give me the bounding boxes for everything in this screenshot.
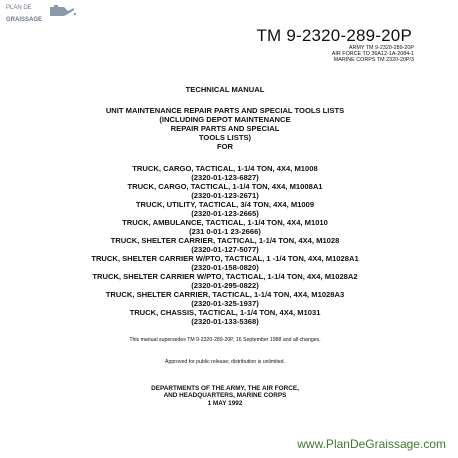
distribution-note: Approved for public release; distribution is unlimited. — [165, 359, 285, 365]
vehicle-nsn: (2320-01-158-0820) — [191, 263, 259, 272]
vehicle-nsn: (231 0-01-1 23-2666) — [189, 227, 261, 236]
site-logo — [2, 1, 78, 25]
vehicle-nsn: (2320-01-295-0822) — [191, 281, 259, 290]
title-line-5: FOR — [216, 142, 234, 151]
footer-date: 1 MAY 1992 — [207, 400, 243, 407]
watermark-link[interactable]: www.PlanDeGraissage.com — [297, 437, 446, 451]
tm-sub-marine: MARINE CORPS TM 2320-20P/3 — [333, 57, 414, 63]
footer-line-1: DEPARTMENTS OF THE ARMY, THE AIR FORCE, — [151, 385, 299, 392]
title-line-2: (INCLUDING DEPOT MAINTENANCE — [159, 115, 291, 124]
supersedes-note: This manual supersedes TM 9-2320-289-20P, 16 September 1988 and all changes. — [129, 337, 321, 343]
vehicle-nsn: (2320-01-133-5368) — [191, 317, 259, 326]
vehicle-name: TRUCK, CARGO, TACTICAL, 1-1/4 TON, 4X4, M1008A1 — [127, 182, 323, 191]
logo-top-text: PLAN DE — [6, 5, 32, 11]
vehicle-nsn: (2320-01-123-6827) — [191, 173, 259, 182]
vehicle-name: TRUCK, SHELTER CARRIER, TACTICAL, 1-1/4 TON, 4X4, M1028 — [110, 236, 340, 245]
vehicle-nsn: (2320-01-325-1937) — [191, 299, 259, 308]
title-line-4: TOOLS LISTS) — [198, 133, 252, 142]
footer-line-2: AND HEADQUARTERS, MARINE CORPS — [163, 392, 287, 399]
oil-can-logo-icon — [2, 1, 78, 25]
vehicle-nsn: (2320-01-123-2665) — [191, 209, 259, 218]
vehicle-name: TRUCK, AMBULANCE, TACTICAL, 1-1/4 TON, 4X4, M1010 — [122, 218, 328, 227]
title-line-3: REPAIR PARTS AND SPECIAL — [170, 124, 280, 133]
logo-bottom-text: GRAISSAGE — [6, 17, 43, 23]
title-line-1: UNIT MAINTENANCE REPAIR PARTS AND SPECIAL TOOLS LISTS — [105, 106, 345, 115]
vehicle-name: TRUCK, CHASSIS, TACTICAL, 1-1/4 TON, 4X4, M1031 — [129, 308, 321, 317]
tm-sub-army: ARMY TM 9-2320-289-20P — [348, 45, 414, 51]
vehicle-name: TRUCK, CARGO, TACTICAL, 1-1/4 TON, 4X4, M1008 — [132, 164, 318, 173]
tm-number: TM 9-2320-289-20P — [256, 26, 412, 45]
vehicle-name: TRUCK, SHELTER CARRIER W/PTO, TACTICAL, 1 -1/4 TON, 4X4, M1028A1 — [91, 254, 359, 263]
vehicle-name: TRUCK, SHELTER CARRIER W/PTO, TACTICAL, 1-1/4 TON, 4X4, M1028A2 — [92, 272, 358, 281]
vehicle-nsn: (2320-01-127-5077) — [191, 245, 259, 254]
vehicle-nsn: (2320-01-123-2671) — [191, 191, 259, 200]
vehicle-name: TRUCK, SHELTER CARRIER, TACTICAL, 1-1/4 TON, 4X4, M1028A3 — [105, 290, 345, 299]
vehicle-name: TRUCK, UTILITY, TACTICAL, 3/4 TON, 4X4, M1009 — [135, 200, 315, 209]
manual-heading: TECHNICAL MANUAL — [185, 85, 265, 94]
tm-sub-airforce: AIR FORCE TO 36A12-1A-2084-1 — [331, 51, 414, 57]
